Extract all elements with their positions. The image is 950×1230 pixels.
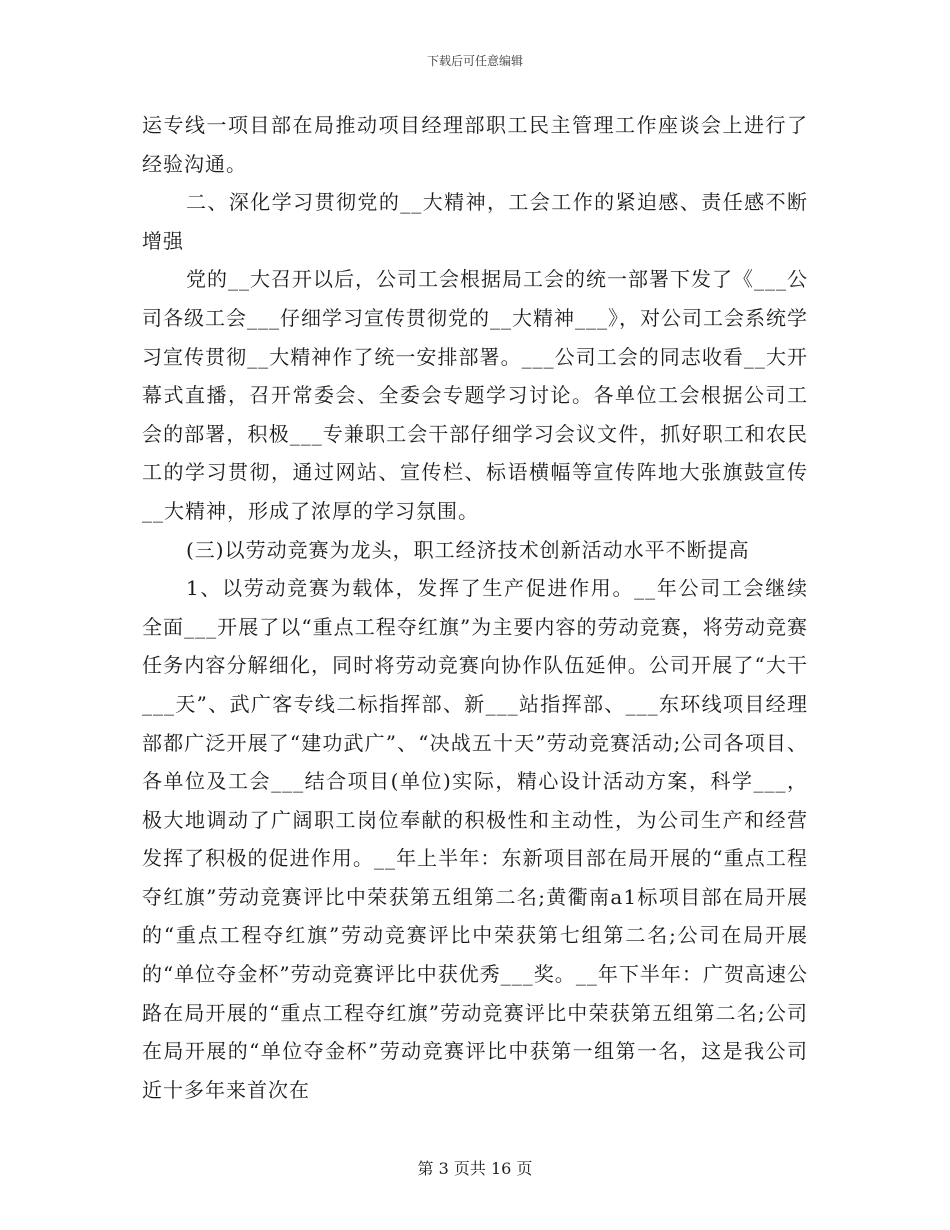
page-header-note: 下载后可任意编辑 <box>426 54 523 68</box>
paragraph-study-spirit: 党的__大召开以后，公司工会根据局工会的统一部署下发了《___公司各级工会___仔细学习宣传贯彻党的__大精神___》，对公司工会系统学习宣传贯彻__大精神作了统一安排部署。___公司工会的同志收看__大开幕式直播，召开常委会、全委会专题学习讨论。各单位工会根据公司工会的部署，积极___专兼职工会干部仔细学习会议文件，抓好职工和农民工的学习贯彻，通过网站、宣传栏、标语横幅等宣传阵地大张旗鼓宣传__大精神，形成了浓厚的学习氛围。 <box>142 267 808 523</box>
paragraph-continuation: 运专线一项目部在局推动项目经理部职工民主管理工作座谈会上进行了经验沟通。 <box>142 113 808 176</box>
document-body <box>142 106 808 1109</box>
section-heading-three: (三)以劳动竞赛为龙头，职工经济技术创新活动水平不断提高 <box>186 537 750 562</box>
paragraph-labor-competition: 1、以劳动竞赛为载体，发挥了生产促进作用。__年公司工会继续全面___开展了以“重点工程夺红旗”为主要内容的劳动竞赛，将劳动竞赛任务内容分解细化，同时将劳动竞赛向协作队伍延伸。公司开展了“大干___天”、武广客专线二标指挥部、新___站指挥部、___东环线项目经理部都广泛开展了“建功武广”、“决战五十天”劳动竞赛活动;公司各项目、各单位及工会___结合项目(单位)实际，精心设计活动方案，科学___，极大地调动了广阔职工岗位奉献的积极性和主动性，为公司生产和经营发挥了积极的促进作用。__年上半年：东新项目部在局开展的“重点工程夺红旗”劳动竞赛评比中荣获第五组第二名;黄衢南a1标项目部在局开展的“重点工程夺红旗”劳动竞赛评比中荣获第七组第二名;公司在局开展的“单位夺金杯”劳动竞赛评比中获优秀___奖。__年下半年：广贺高速公路在局开展的“重点工程夺红旗”劳动竞赛评比中荣获第五组第二名;公司在局开展的“单位夺金杯”劳动竞赛评比中获第一组第一名，这是我公司近十多年来首次在 <box>142 576 808 1102</box>
section-heading-two: 二、深化学习贯彻党的__大精神，工会工作的紧迫感、责任感不断增强 <box>142 190 808 253</box>
page-number-footer: 第 3 页共 16 页 <box>417 1159 533 1178</box>
